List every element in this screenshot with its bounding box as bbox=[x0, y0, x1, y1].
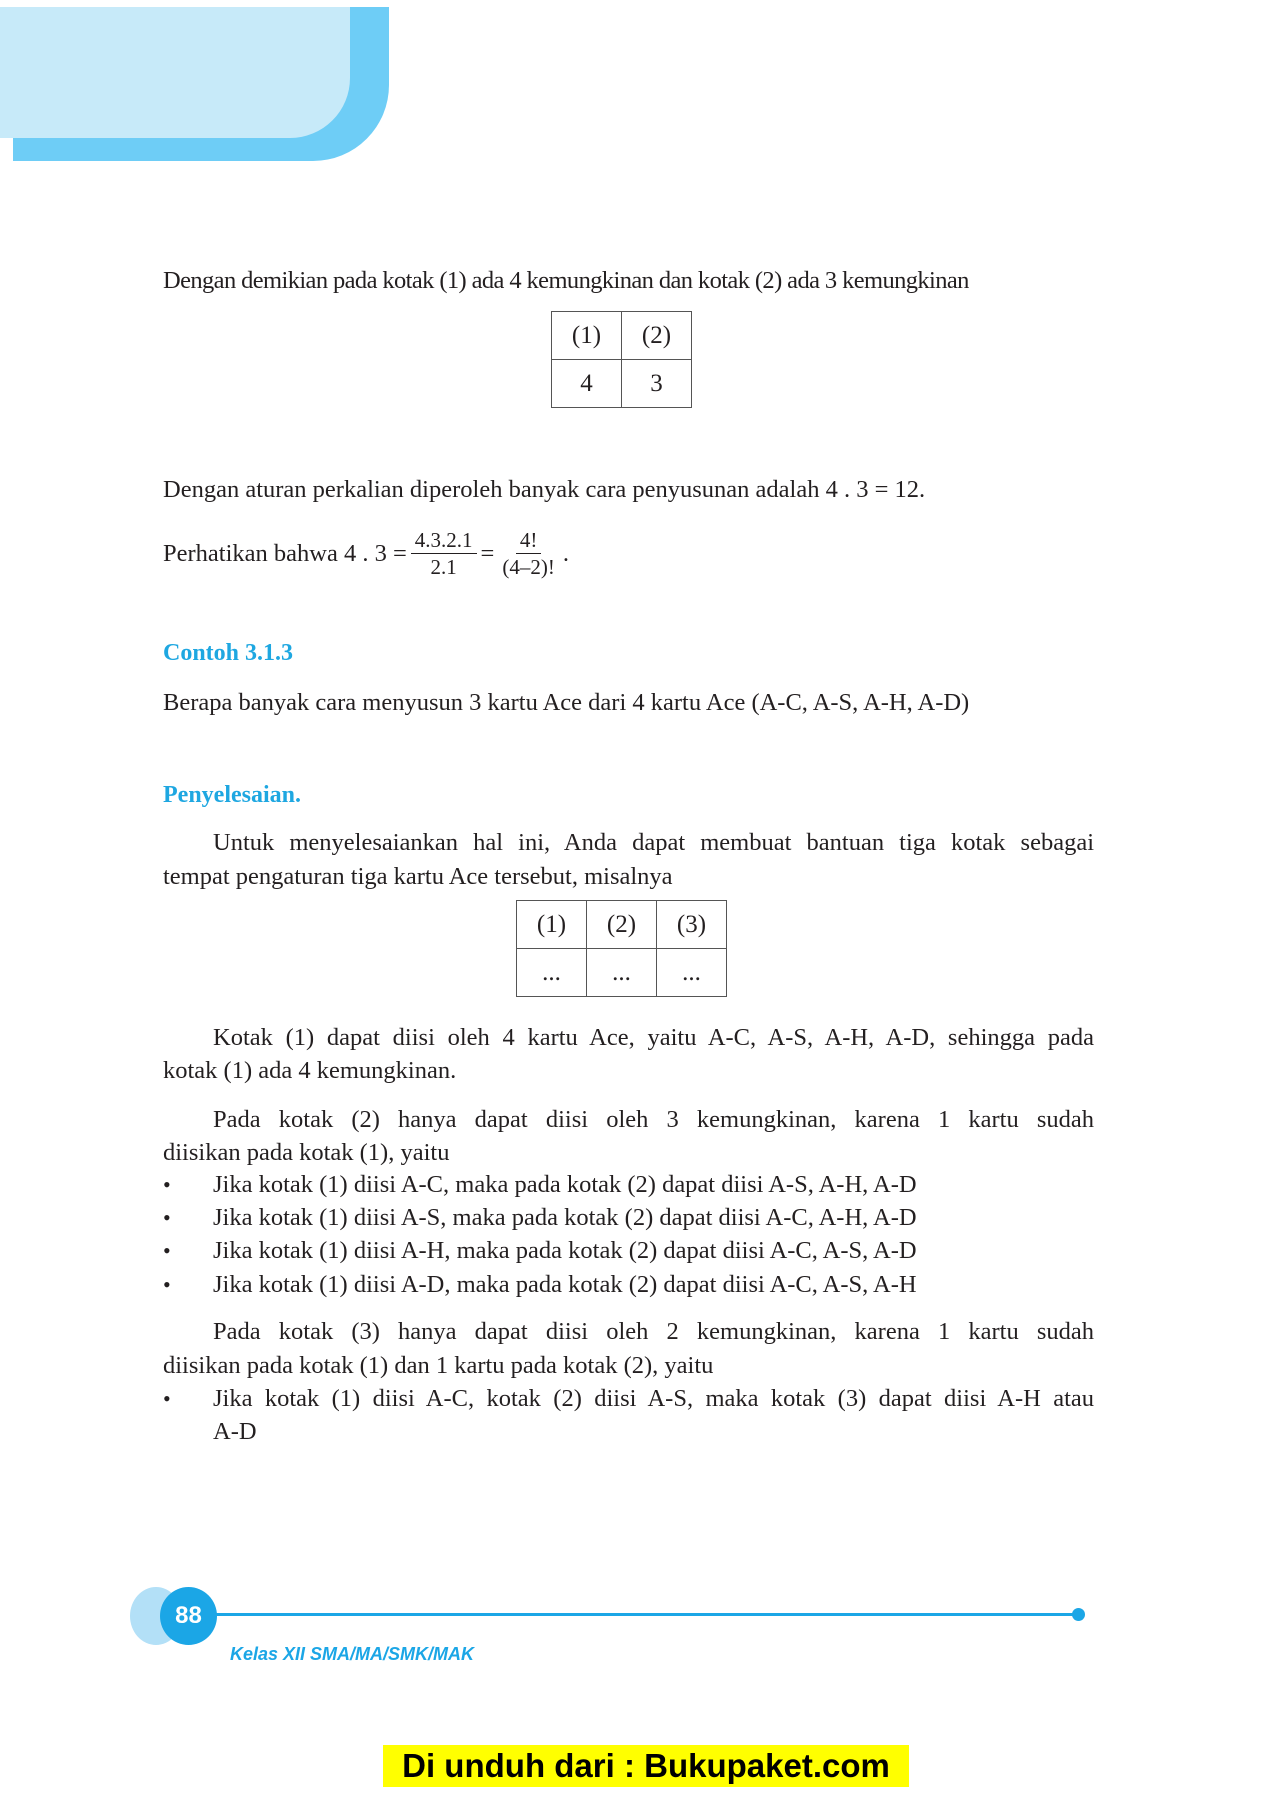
solution-heading: Penyelesaian. bbox=[163, 782, 301, 808]
list-item: Jika kotak (1) diisi A-H, maka pada kotak (2) dapat diisi A-C, A-S, A-D bbox=[213, 1237, 917, 1264]
list-item: Jika kotak (1) diisi A-C, maka pada kotak (2) dapat diisi A-S, A-H, A-D bbox=[213, 1171, 917, 1198]
formula-suffix: . bbox=[562, 539, 569, 567]
bullet-icon: • bbox=[163, 1205, 171, 1230]
header-tab bbox=[0, 7, 350, 138]
bullet-icon: • bbox=[163, 1272, 171, 1297]
footer-rule-end-dot bbox=[1072, 1608, 1085, 1621]
paragraph-box3-line2: diisikan pada kotak (1) dan 1 kartu pada kotak (2), yaitu bbox=[163, 1352, 714, 1379]
box-header: (3) bbox=[657, 901, 727, 949]
fraction-two-denominator: (4–2)! bbox=[502, 555, 555, 579]
box-header: (2) bbox=[587, 901, 657, 949]
fraction-one-numerator: 4.3.2.1 bbox=[411, 527, 477, 554]
fraction-two-numerator: 4! bbox=[516, 527, 542, 554]
bullet-icon: • bbox=[163, 1386, 171, 1411]
fraction-one bbox=[411, 527, 477, 580]
download-watermark: Di unduh dari : Bukupaket.com bbox=[383, 1745, 909, 1787]
box-value: 4 bbox=[552, 360, 622, 408]
footer-rule bbox=[215, 1613, 1079, 1616]
box-header: (2) bbox=[622, 312, 692, 360]
paragraph-box2-line2: diisikan pada kotak (1), yaitu bbox=[163, 1139, 450, 1166]
example-question: Berapa banyak cara menyusun 3 kartu Ace dari 4 kartu Ace (A-C, A-S, A-H, A-D) bbox=[163, 689, 970, 716]
boxes-table-two bbox=[551, 311, 692, 408]
list-item: Jika kotak (1) diisi A-D, maka pada kotak (2) dapat diisi A-C, A-S, A-H bbox=[213, 1271, 917, 1298]
paragraph-intro: Dengan demikian pada kotak (1) ada 4 kemungkinan dan kotak (2) ada 3 kemungkinan bbox=[163, 267, 969, 294]
box-header: (1) bbox=[552, 312, 622, 360]
list-item: Jika kotak (1) diisi A-C, kotak (2) diisi A-S, maka kotak (3) dapat diisi A-H atau bbox=[213, 1385, 1094, 1412]
book-title: Kelas XII SMA/MA/SMK/MAK bbox=[230, 1644, 475, 1664]
paragraph-box1-line1: Kotak (1) dapat diisi oleh 4 kartu Ace, yaitu A-C, A-S, A-H, A-D, sehingga pada bbox=[213, 1024, 1094, 1051]
list-item: Jika kotak (1) diisi A-S, maka pada kotak (2) dapat diisi A-C, A-H, A-D bbox=[213, 1204, 917, 1231]
list-item-continuation: A-D bbox=[213, 1418, 257, 1445]
boxes-table-three bbox=[516, 900, 727, 997]
formula-prefix: Perhatikan bahwa 4 . 3 = bbox=[163, 539, 407, 567]
paragraph-box2-line1: Pada kotak (2) hanya dapat diisi oleh 3 kemungkinan, karena 1 kartu sudah bbox=[213, 1106, 1094, 1133]
box-value: ... bbox=[657, 949, 727, 997]
page-number: 88 bbox=[175, 1602, 202, 1629]
paragraph-box3-line1: Pada kotak (3) hanya dapat diisi oleh 2 kemungkinan, karena 1 kartu sudah bbox=[213, 1318, 1094, 1345]
example-heading: Contoh 3.1.3 bbox=[163, 640, 294, 666]
formula-line bbox=[163, 527, 569, 580]
paragraph-multiplication-rule: Dengan aturan perkalian diperoleh banyak cara penyusunan adalah 4 . 3 = 12. bbox=[163, 476, 926, 503]
formula-equals: = bbox=[480, 539, 495, 567]
paragraph-solution-line2: tempat pengaturan tiga kartu Ace tersebut, misalnya bbox=[163, 863, 673, 890]
box-value: ... bbox=[587, 949, 657, 997]
paragraph-solution-line1: Untuk menyelesaiankan hal ini, Anda dapat membuat bantuan tiga kotak sebagai bbox=[213, 829, 1094, 856]
paragraph-box1-line2: kotak (1) ada 4 kemungkinan. bbox=[163, 1057, 457, 1084]
bullet-icon: • bbox=[163, 1172, 171, 1197]
bullet-icon: • bbox=[163, 1238, 171, 1263]
box-value: 3 bbox=[622, 360, 692, 408]
fraction-one-denominator: 2.1 bbox=[430, 555, 457, 579]
box-value: ... bbox=[517, 949, 587, 997]
page-number-badge bbox=[160, 1587, 217, 1645]
fraction-two bbox=[498, 527, 558, 580]
box-header: (1) bbox=[517, 901, 587, 949]
